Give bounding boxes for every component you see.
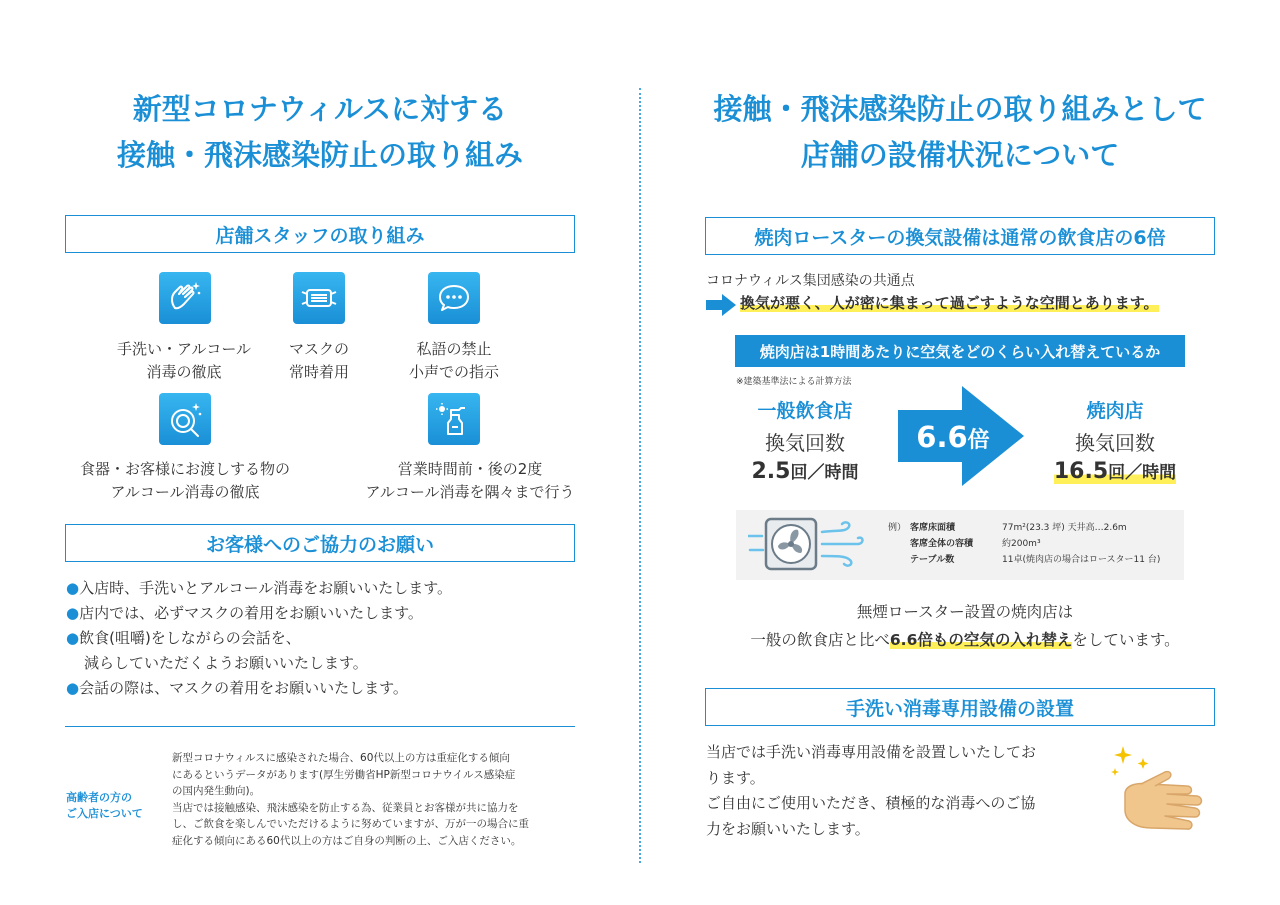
table-row [888,536,1188,552]
notice-line: し、ご飲食を楽しんでいただけるように努めていますが、万が一の場合に重 [172,818,529,830]
staff-item-mask [249,338,389,384]
yakiniku-stat [1035,396,1195,484]
text-line: 当店では手洗い消毒専用設備を設置しいたしてお [706,743,1037,761]
elderly-label-line2: ご入店について [66,807,143,820]
summary-highlight: 6.6倍もの空気の入れ替え [889,631,1073,649]
table-row [888,552,1188,568]
staff-item-line2: 常時着用 [288,363,349,381]
bullet-text: 飲食(咀嚼)をしながらの会話を、 [79,629,301,647]
staff-item-line2: 小声での指示 [408,363,499,381]
stat-sub: 換気回数 [765,431,845,455]
notice-line: にあるというデータがあります(厚生労働省HP新型コロナウイルス感染症 [172,768,516,781]
table-cell-value: 11卓(焼肉店の場合はロースター11 台) [1002,555,1161,565]
arrow-right-icon [706,294,736,320]
elderly-label-line1: 高齢者の方の [66,791,132,804]
right-title [690,86,1230,178]
customer-bullet-list [66,576,596,701]
notice-line: の国内発生動向)。 [172,785,261,797]
table-row [888,520,1188,536]
staff-item-sanitize-hours [325,458,615,504]
example-table [888,520,1188,568]
mask-icon [293,272,345,324]
staff-item-line1: 営業時間前・後の2度 [397,460,543,478]
bullet-dot-icon: ● [66,679,80,697]
list-item-continuation: 減らしていただくようお願いいたします。 [84,654,368,672]
staff-item-line1: 食器・お客様にお渡しする物の [79,460,290,478]
bullet-dot-icon: ● [66,629,80,647]
staff-item-line2: アルコール消毒の徹底 [110,483,260,501]
summary-text: をしています。 [1072,631,1180,649]
staff-heading: 店舗スタッフの取り組み [65,215,575,253]
list-item [66,601,596,626]
hand-wash-icon [159,272,211,324]
multiplier-number: 6.6 [916,420,968,454]
common-point-detail [740,292,1159,313]
staff-item-line1: 手洗い・アルコール [116,340,252,358]
bullet-text: 入店時、手洗いとアルコール消毒をお願いいたします。 [79,579,452,597]
right-title-line2: 店舗の設備状況について [800,138,1120,172]
left-title [70,86,570,178]
multiplier [908,420,998,454]
common-point: コロナウィルス集団感染の共通点 [706,273,915,289]
ventilation-fan-icon [748,516,868,576]
text-line: ります。 [706,768,765,787]
text-line: 力をお願いいたします。 [706,819,870,838]
customer-heading: お客様へのご協力のお願い [65,524,575,562]
elderly-notice [172,750,592,849]
speech-bubble-icon [428,272,480,324]
bullet-dot-icon: ● [66,604,80,622]
text-line: ご自由にご使用いただき、積極的な消毒へのご協 [706,794,1036,812]
list-item [66,626,596,651]
dish-sanitize-icon [159,393,211,445]
table-cell-label: 客席全体の容積 [910,539,974,549]
stat-sub: 換気回数 [1075,431,1155,455]
column-divider [639,88,641,863]
highlighted-text: 換気が悪く、人が密に集まって過ごすような空間とあります。 [740,294,1159,312]
bullet-text: 店内では、必ずマスクの着用をお願いいたします。 [79,604,423,622]
bullet-text: 会話の際は、マスクの着用をお願いいたします。 [79,679,408,697]
staff-item-line2: アルコール消毒を隅々まで行う [365,483,575,501]
summary [705,598,1225,654]
list-item [66,576,596,601]
stat-unit: 回／時間 [1108,463,1177,483]
left-title-line1: 新型コロナウィルスに対する [132,92,508,126]
spray-bottle-icon [428,393,480,445]
staff-item-quiet [384,338,524,384]
summary-text: 一般の飲食店と比べ [750,631,890,649]
table-cell-label: テーブル数 [910,555,955,565]
bullet-dot-icon: ● [66,579,80,597]
question-bar: 焼肉店は1時間あたりに空気をどのくらい入れ替えているか [735,335,1185,367]
staff-item-line1: 私語の禁止 [416,340,492,358]
summary-line2 [705,626,1225,654]
notice-line: 当店では接触感染、飛沫感染を防止する為、従業員とお客様が共に協力を [172,801,519,814]
summary-line1: 無煙ロースター設置の焼肉店は [856,603,1074,621]
handwash-text [706,740,1106,842]
stat-label: 焼肉店 [1086,400,1144,422]
staff-item-line1: マスクの [288,340,349,358]
stat-unit: 回／時間 [790,463,859,483]
notice-line: 新型コロナウィルスに感染された場合、60代以上の方は重症化する傾向 [172,752,510,764]
stat-number: 16.5 [1053,459,1109,484]
staff-item-dishes [50,458,320,504]
right-title-line1: 接触・飛沫感染防止の取り組みとして [713,92,1207,126]
roaster-heading: 焼肉ロースターの換気設備は通常の飲食店の6倍 [705,217,1215,255]
staff-item-line2: 消毒の徹底 [146,363,222,381]
notice-line: 症化する傾向にある60代以上の方はご自身の判断の上、ご入店ください。 [172,834,522,847]
left-title-line2: 接触・飛沫感染防止の取り組み [116,138,523,172]
table-cell-value: 77m²(23.3 坪) 天井高…2.6m [1002,523,1127,533]
list-item [66,676,596,701]
stat-label: 一般飲食店 [757,400,853,422]
section-divider [65,726,575,727]
calc-note: ※建築基準法による計算方法 [736,377,852,387]
stat-value [1035,458,1195,484]
stat-value [730,458,880,484]
stat-number: 2.5 [751,459,791,484]
elderly-label [66,790,166,822]
multiplier-unit: 倍 [967,428,990,453]
handwash-heading: 手洗い消毒専用設備の設置 [705,688,1215,726]
table-cell-value: 約200m³ [1002,539,1041,549]
table-cell-label: 客席床面積 [910,523,956,533]
clean-hands-icon [1105,742,1225,846]
example-prefix: 例） [888,523,907,533]
general-restaurant-stat [730,396,880,484]
